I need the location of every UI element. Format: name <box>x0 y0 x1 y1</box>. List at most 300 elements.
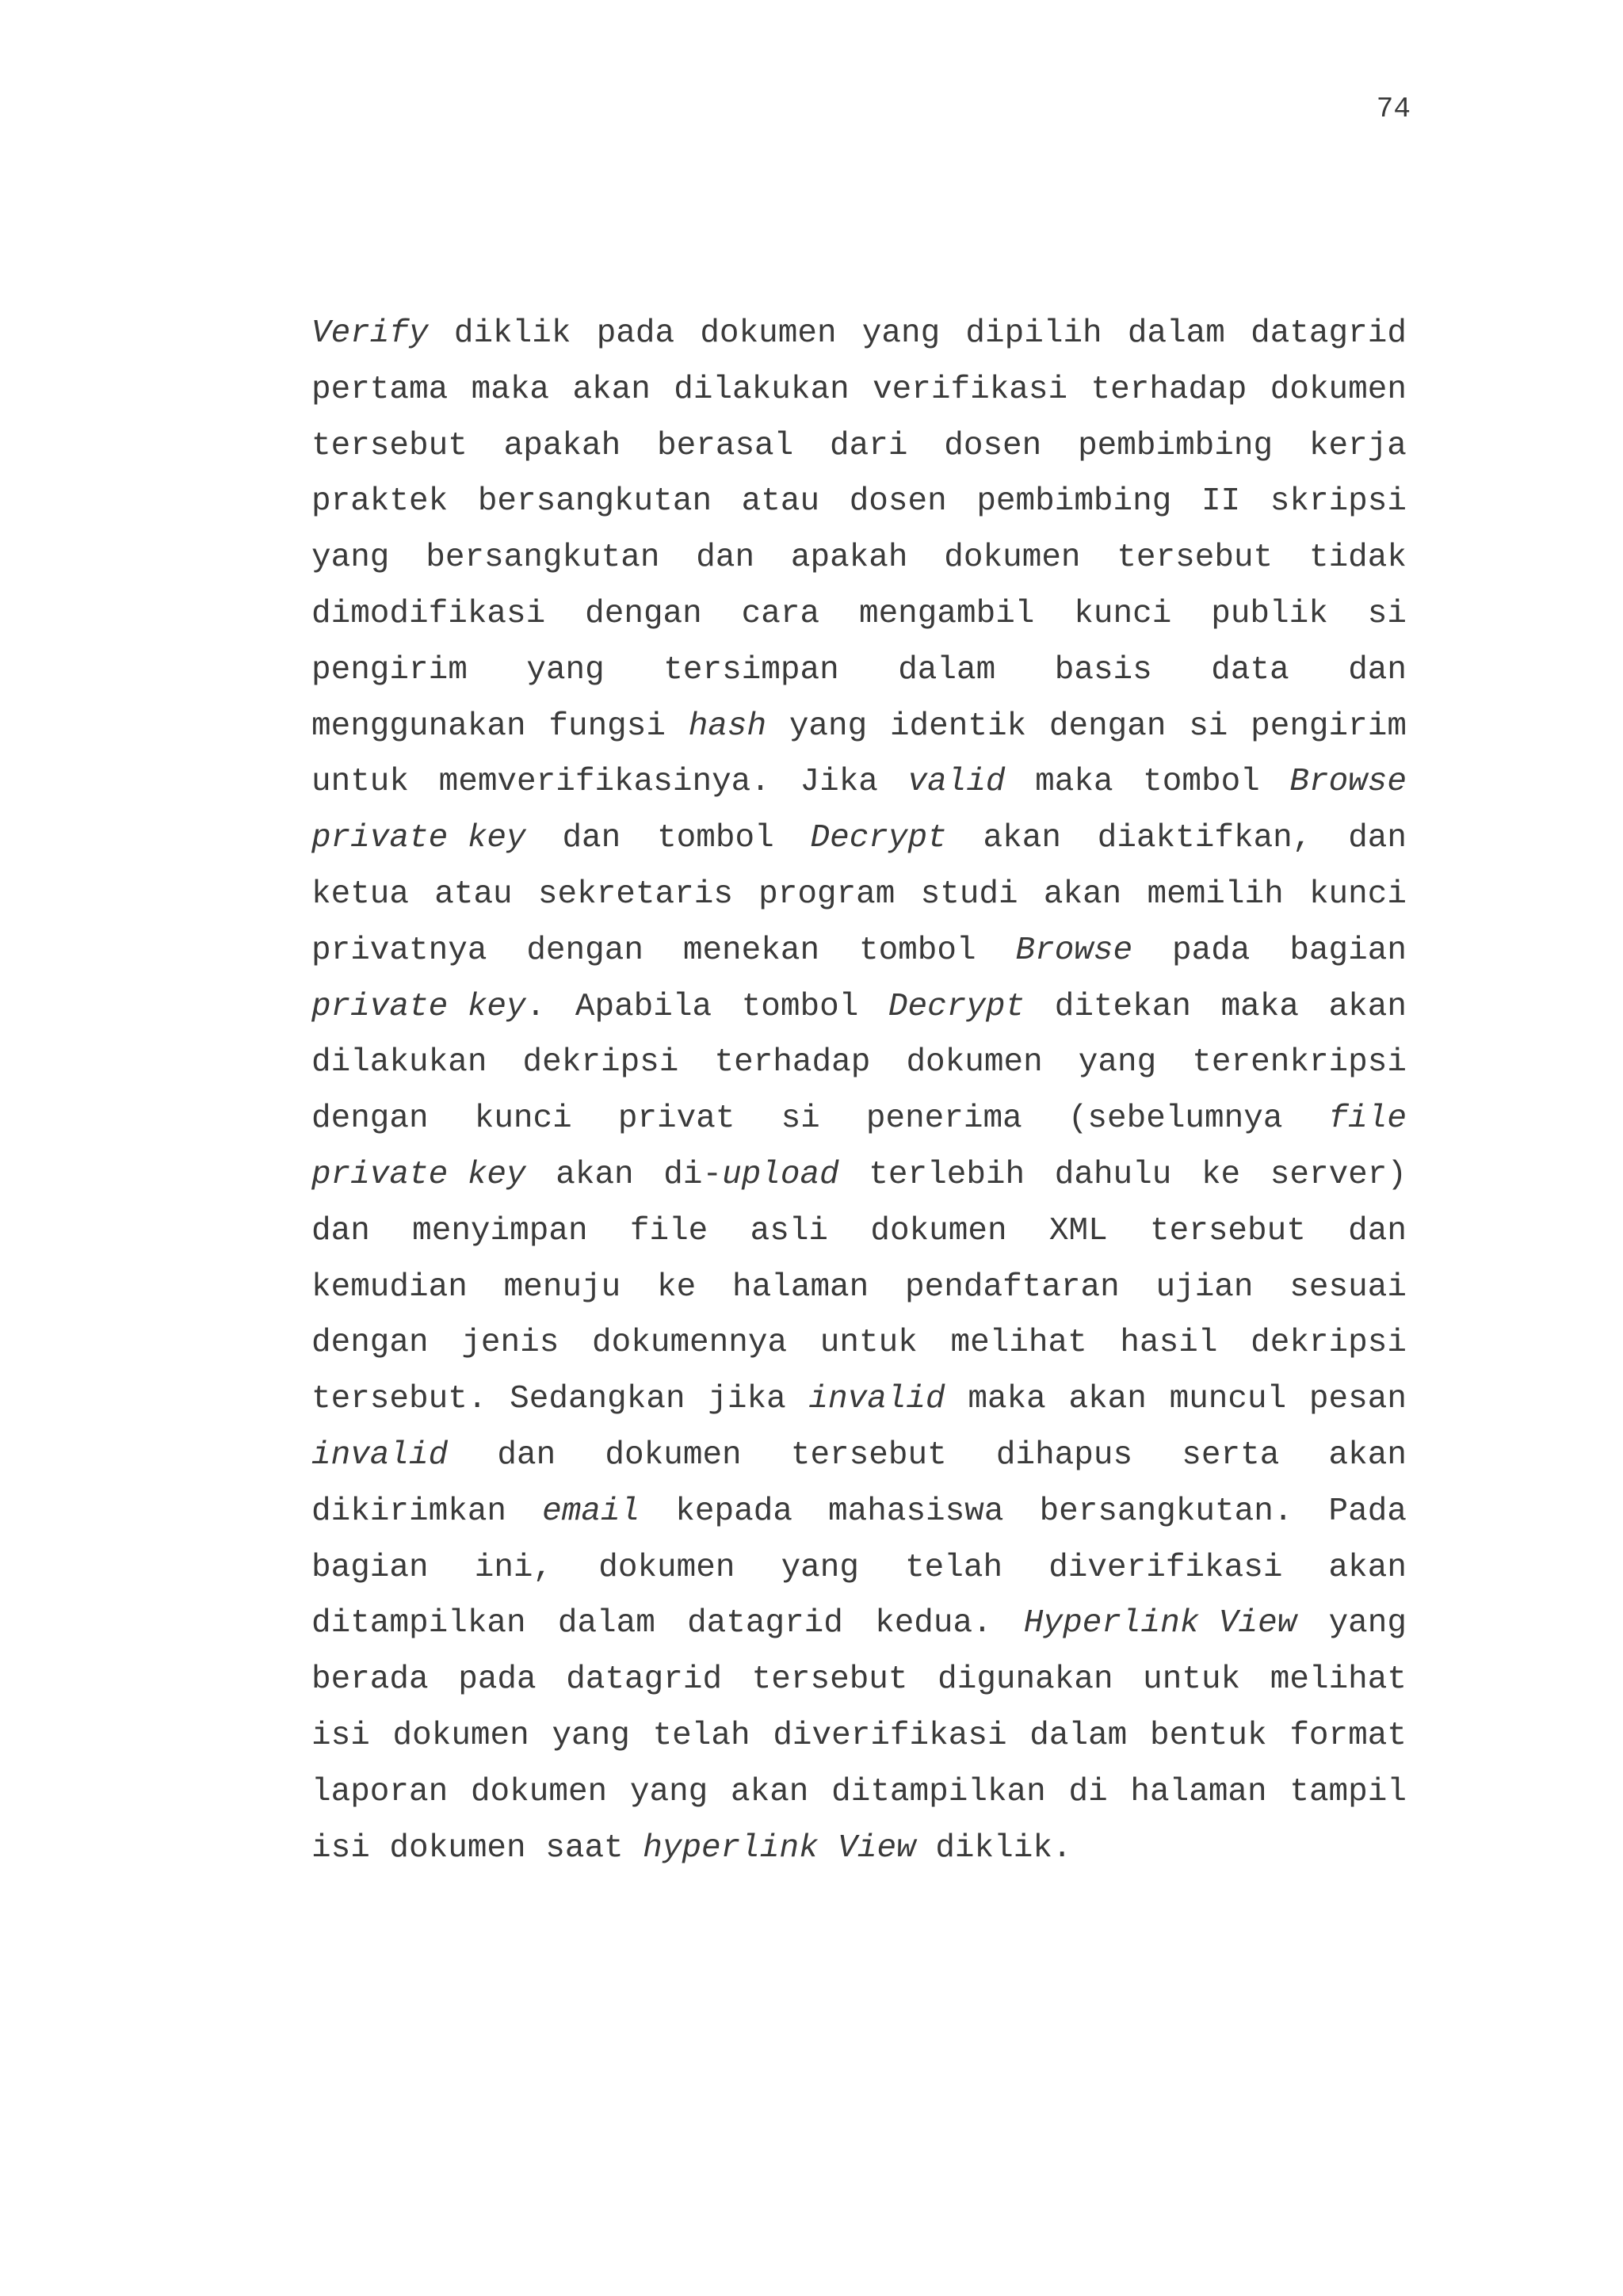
word-text: kedua. <box>875 1605 992 1642</box>
word <box>1348 643 1407 699</box>
word-text: privat <box>617 1100 735 1138</box>
word-text: dokumen <box>700 315 837 352</box>
word <box>1201 1147 1240 1203</box>
word-text: dokumen <box>944 540 1081 577</box>
word <box>1155 1260 1253 1316</box>
word <box>687 1596 843 1652</box>
word <box>944 418 1041 475</box>
word-text: kunci <box>1308 875 1407 913</box>
word <box>850 474 947 530</box>
word-text: telah <box>905 1549 1003 1586</box>
word <box>1329 1484 1407 1540</box>
word-text: terhadap <box>1090 371 1247 408</box>
word-text: terhadap <box>714 1044 871 1081</box>
word <box>1068 1764 1107 1821</box>
word-text: di <box>1068 1773 1108 1810</box>
word <box>831 1764 1046 1821</box>
word-text: berasal <box>657 427 794 464</box>
word-text: pendaftaran <box>905 1268 1120 1306</box>
word <box>657 1260 696 1316</box>
word <box>731 1764 808 1821</box>
text-line <box>311 530 1407 586</box>
word <box>789 699 867 755</box>
text-line <box>311 362 1407 418</box>
word-text: yang <box>861 315 941 352</box>
word-text: mahasiswa <box>828 1493 1004 1530</box>
word <box>1074 586 1171 643</box>
body-paragraph <box>311 306 1407 1876</box>
word <box>1049 1203 1108 1260</box>
word-text: bersangkutan <box>426 540 660 577</box>
word <box>311 699 526 755</box>
word <box>873 362 1067 418</box>
word-text: sesuai <box>1289 1268 1407 1306</box>
italic-term: private key <box>311 1156 526 1193</box>
word <box>663 1147 838 1203</box>
word-text: yang <box>526 651 605 688</box>
word <box>311 1821 370 1877</box>
word-text: dokumen <box>470 1773 608 1810</box>
text-line <box>311 1091 1407 1147</box>
word <box>905 1540 1002 1596</box>
word <box>311 1371 487 1428</box>
word <box>475 1540 552 1596</box>
word-text: dokumen <box>392 1717 529 1754</box>
word <box>311 1203 370 1260</box>
word-text: memverifikasinya. <box>438 764 770 801</box>
word <box>1150 1203 1306 1260</box>
word-text: server) <box>1270 1156 1407 1193</box>
word-text: dosen <box>849 483 947 521</box>
word <box>1148 867 1284 923</box>
word <box>1309 1371 1407 1428</box>
italic-term: private key <box>311 988 526 1025</box>
word <box>1055 643 1152 699</box>
word <box>968 1371 1045 1428</box>
word <box>1029 1708 1127 1764</box>
word <box>653 1708 750 1764</box>
word <box>558 1596 655 1652</box>
word <box>715 1035 871 1091</box>
word <box>1348 1203 1407 1260</box>
word <box>773 1708 1006 1764</box>
word-text: tombol <box>858 932 976 969</box>
word <box>311 1540 429 1596</box>
text-line <box>311 810 1407 867</box>
word-text: dan <box>696 540 755 577</box>
word <box>700 306 836 362</box>
word <box>800 754 878 810</box>
text-line <box>311 1428 1407 1484</box>
word-text: Sedangkan <box>510 1381 685 1418</box>
word-text: ketua <box>311 875 410 913</box>
word-text: bersangkutan. <box>1039 1493 1293 1530</box>
italic-term: valid <box>907 764 1006 801</box>
word <box>434 867 512 923</box>
word <box>758 867 895 923</box>
word <box>311 754 409 810</box>
word <box>597 306 674 362</box>
word <box>389 1821 525 1877</box>
word <box>752 1652 908 1708</box>
word-text: pada <box>1172 932 1251 969</box>
word-text: tersebut <box>1117 540 1274 577</box>
word <box>1117 530 1273 586</box>
word <box>866 1091 1022 1147</box>
text-line <box>311 1035 1407 1091</box>
text-line <box>311 586 1407 643</box>
word <box>935 1821 1071 1877</box>
text-line <box>311 923 1407 979</box>
word-text: pembimbing <box>1078 427 1274 464</box>
word-text: untuk <box>311 764 410 801</box>
word <box>497 1428 556 1484</box>
text-line <box>311 754 1407 810</box>
word-text: muncul <box>1169 1381 1287 1418</box>
text-line <box>311 699 1407 755</box>
word <box>1078 418 1273 475</box>
word-text: terenkripsi <box>1192 1044 1407 1081</box>
word <box>545 1821 623 1877</box>
italic-term: hash <box>688 707 767 745</box>
word <box>526 923 643 979</box>
word <box>1221 979 1299 1035</box>
word-text: datagrid <box>687 1605 843 1642</box>
word <box>575 979 712 1035</box>
word <box>1055 1147 1172 1203</box>
word-text: diklik <box>453 315 571 352</box>
word-text: memilih <box>1147 875 1284 913</box>
text-line <box>311 306 1407 362</box>
word-text: dilakukan <box>674 371 850 408</box>
word <box>983 810 1061 867</box>
text-line <box>311 1371 1407 1428</box>
word-text: dekripsi <box>1251 1325 1407 1362</box>
word-text: menyimpan <box>412 1212 588 1249</box>
word <box>870 1203 1006 1260</box>
word <box>412 1203 587 1260</box>
word-text: kunci <box>474 1100 572 1138</box>
word <box>1079 1035 1156 1091</box>
word-text: dosen <box>944 427 1042 464</box>
word-text: maka <box>1035 764 1113 801</box>
word-text: tersebut <box>1150 1212 1306 1249</box>
word-text: maka <box>968 1381 1046 1418</box>
word <box>875 1596 992 1652</box>
word-text: XML <box>1048 1212 1108 1249</box>
word-text: diklik. <box>935 1829 1072 1867</box>
word <box>1044 867 1121 923</box>
word-text: akan <box>983 820 1061 857</box>
word <box>1289 1764 1407 1821</box>
word-text: dikirimkan <box>311 1493 507 1530</box>
word-text: atau <box>434 875 513 913</box>
word-text: maka <box>1220 988 1299 1025</box>
word <box>1289 1260 1407 1316</box>
word <box>311 1428 448 1484</box>
word <box>1309 530 1407 586</box>
word-text: pengirim <box>1251 707 1407 745</box>
word-text: si <box>1189 707 1228 745</box>
word-text: program <box>758 875 896 913</box>
text-line <box>311 418 1407 475</box>
word-text: dan <box>1348 1212 1407 1249</box>
word <box>938 1652 1113 1708</box>
word <box>808 1371 945 1428</box>
word <box>311 1035 487 1091</box>
word-text: menggunakan <box>311 707 526 745</box>
text-line <box>311 1540 1407 1596</box>
word-text: dengan <box>1048 707 1167 745</box>
word <box>311 586 545 643</box>
word-text: tersebut <box>311 427 468 464</box>
word-text: yang <box>789 707 868 745</box>
word-text: (sebelumnya <box>1067 1100 1283 1138</box>
word <box>1329 1596 1407 1652</box>
word <box>1068 1371 1146 1428</box>
word <box>471 1764 607 1821</box>
punctuation: . <box>525 988 546 1025</box>
word <box>862 306 940 362</box>
word-text: yang <box>1328 1605 1407 1642</box>
text-line <box>311 474 1407 530</box>
word <box>562 810 621 867</box>
word <box>944 530 1080 586</box>
word-text: dari <box>830 427 908 464</box>
word-text: dihapus <box>995 1436 1133 1474</box>
word-text: mengambil <box>858 595 1035 632</box>
italic-term: file <box>1328 1100 1407 1138</box>
text-line <box>311 643 1407 699</box>
italic-term: Verify <box>311 315 429 352</box>
word-text: pertama <box>311 371 449 408</box>
word <box>585 586 702 643</box>
word <box>311 1708 370 1764</box>
word <box>523 1035 679 1091</box>
word <box>675 1484 792 1540</box>
word-text: tombol <box>657 820 774 857</box>
word-text: dokumen <box>906 1044 1043 1081</box>
word-text: dengan <box>311 1100 429 1138</box>
italic-term: Decrypt <box>888 988 1025 1025</box>
word <box>750 1203 828 1260</box>
word <box>1170 1371 1287 1428</box>
word-text: halaman <box>1130 1773 1267 1810</box>
word-text: dokumen <box>1270 371 1407 408</box>
page-number: 74 <box>1376 93 1411 125</box>
word <box>976 474 1171 530</box>
word <box>965 306 1102 362</box>
text-line <box>311 979 1407 1035</box>
word-text: di- <box>663 1156 723 1193</box>
word <box>921 867 1018 923</box>
word <box>742 474 819 530</box>
word <box>1192 1035 1407 1091</box>
word <box>1091 362 1247 418</box>
word-text: untuk <box>819 1325 918 1362</box>
word <box>906 1035 1042 1091</box>
word <box>1143 754 1260 810</box>
word <box>1015 923 1132 979</box>
word <box>311 474 448 530</box>
word-text: tidak <box>1308 540 1407 577</box>
word <box>1130 1764 1266 1821</box>
italic-term: upload <box>722 1156 839 1193</box>
word <box>683 923 819 979</box>
word <box>311 1652 429 1708</box>
word-text: verifikasi <box>873 371 1068 408</box>
word <box>950 1315 1086 1371</box>
word <box>1368 586 1407 643</box>
word <box>742 586 819 643</box>
word <box>791 530 908 586</box>
word <box>1201 474 1240 530</box>
word-text: format <box>1289 1717 1407 1754</box>
word-text: dipilih <box>965 315 1102 352</box>
word <box>311 1315 429 1371</box>
word-text: skripsi <box>1270 483 1407 521</box>
word <box>1068 1091 1283 1147</box>
word <box>1048 1540 1282 1596</box>
word-text: tombol <box>1143 764 1260 801</box>
word-text: dan <box>311 1212 370 1249</box>
word <box>566 1652 722 1708</box>
word-text: yang <box>781 1549 859 1586</box>
word-text: ujian <box>1155 1268 1254 1306</box>
word-text: ditekan <box>1054 988 1191 1025</box>
word <box>1329 1428 1407 1484</box>
word <box>1270 1652 1407 1708</box>
text-line <box>311 1484 1407 1540</box>
word-text: yang <box>552 1717 630 1754</box>
word-text: diverifikasi <box>773 1717 1007 1754</box>
word-text: pengirim <box>311 651 468 688</box>
word-text: publik <box>1211 595 1328 632</box>
word <box>888 979 1025 1035</box>
word <box>510 1371 685 1428</box>
word-text: jenis <box>461 1325 559 1362</box>
word <box>1182 1428 1279 1484</box>
word-text: diverifikasi <box>1048 1549 1283 1586</box>
word-text: akan <box>572 371 651 408</box>
word <box>439 754 770 810</box>
word-text: tersimpan <box>663 651 839 688</box>
word-text: akan <box>1328 1549 1407 1586</box>
word-text: maka <box>471 371 550 408</box>
word <box>828 1484 1003 1540</box>
word <box>781 1540 859 1596</box>
italic-term: Hyperlink View <box>1023 1605 1297 1642</box>
word-text: ke <box>1201 1156 1241 1193</box>
word-text: dimodifikasi <box>311 595 546 632</box>
word <box>820 1315 918 1371</box>
word-text: data <box>1211 651 1289 688</box>
word-text: bagian <box>311 1549 429 1586</box>
word <box>1211 586 1328 643</box>
word <box>1289 923 1407 979</box>
word <box>618 1091 735 1147</box>
word-text: datagrid <box>1251 315 1407 352</box>
word <box>504 418 621 475</box>
word-text: dan <box>1348 651 1407 688</box>
word <box>311 1484 506 1540</box>
word-text: akan <box>1068 1381 1147 1418</box>
word-text: tombol <box>741 988 859 1025</box>
word <box>890 699 1026 755</box>
italic-term: Browse <box>1015 932 1133 969</box>
word-text: si <box>1367 595 1407 632</box>
word-text: dengan <box>526 932 643 969</box>
word-text: tersebut <box>790 1436 947 1474</box>
word-text: akan <box>1328 988 1407 1025</box>
word <box>556 1147 633 1203</box>
word-text: dokumen <box>870 1212 1007 1249</box>
word <box>1270 362 1407 418</box>
word-text: Jika <box>800 764 878 801</box>
word-text: serta <box>1182 1436 1280 1474</box>
word-text: privatnya <box>311 932 487 969</box>
word <box>311 418 468 475</box>
word <box>1329 1540 1407 1596</box>
word-text: pada <box>458 1661 537 1699</box>
word-text: dan <box>497 1436 556 1474</box>
word-text: berada <box>311 1661 429 1699</box>
word-text: hasil <box>1120 1325 1218 1362</box>
word-text: dengan <box>585 595 702 632</box>
word-text: atau <box>741 483 820 521</box>
word <box>592 1315 787 1371</box>
word <box>791 1428 947 1484</box>
word-text: isi <box>311 1717 370 1754</box>
word-text: II <box>1201 483 1241 521</box>
word-text: bagian <box>1289 932 1407 969</box>
word <box>1040 1484 1293 1540</box>
word-text: fungsi <box>548 707 666 745</box>
word <box>732 1260 869 1316</box>
word-text: dalam <box>898 651 996 688</box>
word-text: tersebut <box>751 1661 908 1699</box>
italic-term: Browse <box>1289 764 1407 801</box>
word <box>311 362 448 418</box>
word-text: Pada <box>1328 1493 1407 1530</box>
word <box>1120 1315 1217 1371</box>
word <box>1098 810 1312 867</box>
word <box>461 1315 559 1371</box>
word-text: pada <box>596 315 675 352</box>
word <box>311 643 468 699</box>
word <box>475 1091 572 1147</box>
word <box>630 1203 708 1260</box>
word-text: cara <box>741 595 820 632</box>
word-text: dokumen <box>389 1829 526 1867</box>
word-text: yang <box>1078 1044 1157 1081</box>
word-text: ditampilkan <box>831 1773 1046 1810</box>
word-text: isi <box>311 1829 370 1867</box>
word <box>696 530 754 586</box>
word-text: ditampilkan <box>311 1605 526 1642</box>
word <box>311 867 409 923</box>
word <box>1289 1708 1407 1764</box>
word <box>1251 306 1407 362</box>
word <box>311 810 526 867</box>
italic-term: Decrypt <box>810 820 947 857</box>
word <box>708 1371 785 1428</box>
word <box>1289 754 1407 810</box>
word-text: dokumennya <box>592 1325 788 1362</box>
word-text: dalam <box>1127 315 1225 352</box>
word-text: melihat <box>950 1325 1087 1362</box>
word <box>526 643 604 699</box>
